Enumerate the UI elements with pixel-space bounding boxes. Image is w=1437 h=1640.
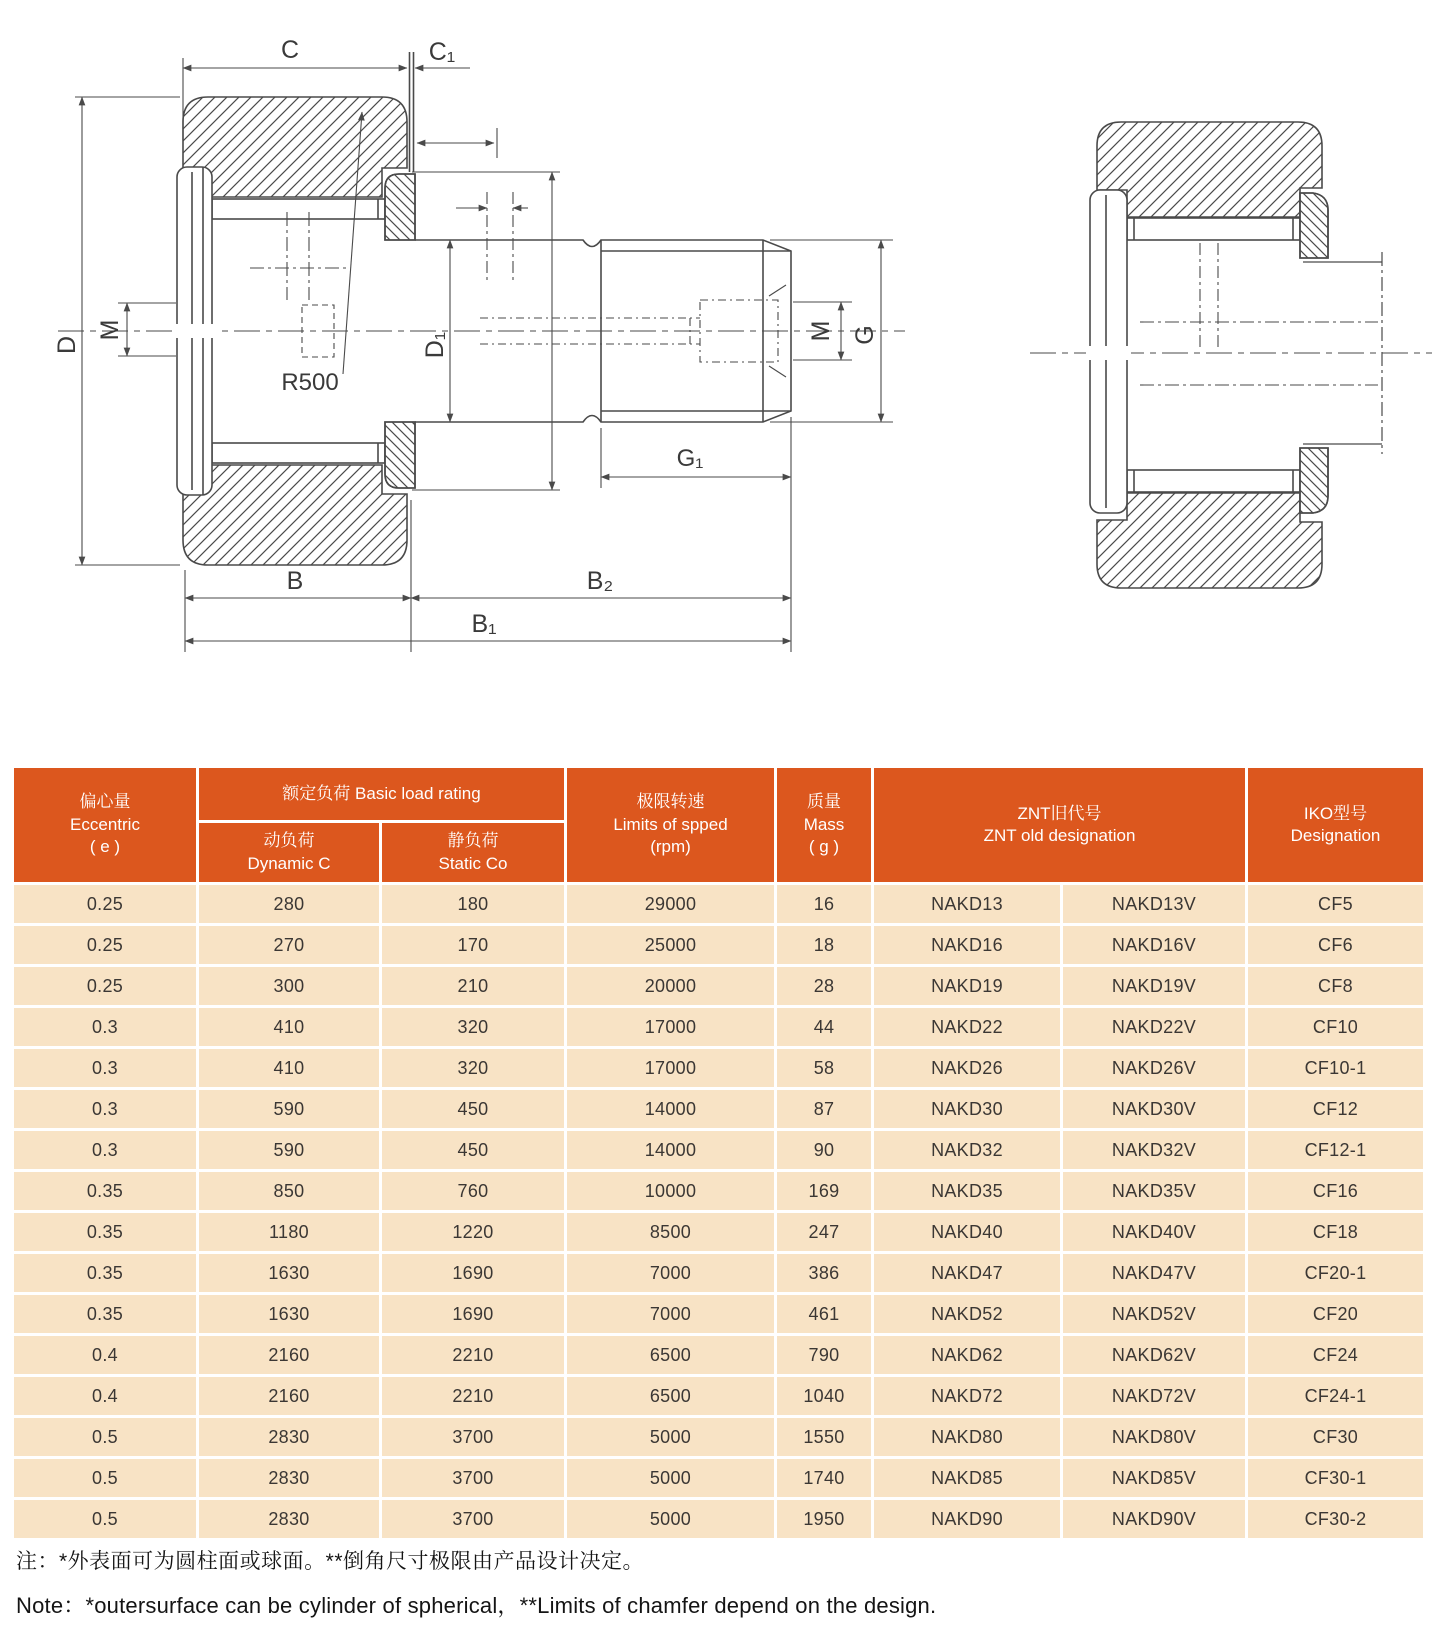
- table-cell: NAKD30V: [1063, 1090, 1245, 1128]
- table-cell: 210: [382, 967, 564, 1005]
- dim-label-c1: C₁: [428, 38, 456, 66]
- table-cell: 386: [777, 1254, 871, 1292]
- needle-rollers-top: [1127, 218, 1300, 240]
- technical-drawing: [0, 0, 1437, 700]
- table-cell: NAKD72: [874, 1377, 1060, 1415]
- header-text: ( e ): [89, 837, 121, 857]
- col-header-iko: [1248, 768, 1423, 882]
- table-cell: 1630: [199, 1295, 379, 1333]
- table-cell: NAKD32: [874, 1131, 1060, 1169]
- table-cell: 0.3: [14, 1008, 196, 1046]
- table-cell: 16: [777, 885, 871, 923]
- table-cell: 2830: [199, 1500, 379, 1538]
- table-cell: 3700: [382, 1500, 564, 1538]
- table-cell: 169: [777, 1172, 871, 1210]
- dim-label-b: B: [286, 567, 304, 595]
- table-cell: 2210: [382, 1377, 564, 1415]
- col-header-eccentric: [14, 768, 196, 882]
- table-cell: 410: [199, 1008, 379, 1046]
- table-cell: NAKD26V: [1063, 1049, 1245, 1087]
- table-cell: NAKD22V: [1063, 1008, 1245, 1046]
- table-cell: 90: [777, 1131, 871, 1169]
- table-cell: 87: [777, 1090, 871, 1128]
- table-cell: CF6: [1248, 926, 1423, 964]
- table-cell: 6500: [567, 1336, 774, 1374]
- dim-label-m-right: M: [807, 320, 835, 342]
- dim-label-b1: B₁: [471, 610, 497, 638]
- table-cell: NAKD85V: [1063, 1459, 1245, 1497]
- table-cell: CF24: [1248, 1336, 1423, 1374]
- table-cell: 1630: [199, 1254, 379, 1292]
- dim-label-g: G: [851, 325, 879, 345]
- table-cell: 2830: [199, 1418, 379, 1456]
- table-cell: 58: [777, 1049, 871, 1087]
- dim-label-g1: G₁: [676, 445, 704, 472]
- table-cell: 0.25: [14, 885, 196, 923]
- table-cell: 18: [777, 926, 871, 964]
- table-cell: 170: [382, 926, 564, 964]
- table-cell: 461: [777, 1295, 871, 1333]
- header-text: ZNT old designation: [983, 826, 1136, 845]
- table-cell: NAKD85: [874, 1459, 1060, 1497]
- col-header-znt-old: [874, 768, 1245, 882]
- table-cell: 5000: [567, 1418, 774, 1456]
- right-view: [1030, 122, 1432, 588]
- header-text: (rpm): [650, 837, 691, 857]
- dim-label-b2: B₂: [586, 567, 614, 595]
- col-header-speed-limit: [567, 768, 774, 882]
- table-cell: 20000: [567, 967, 774, 1005]
- dim-label-r500: R500: [281, 369, 339, 396]
- table-cell: CF12-1: [1248, 1131, 1423, 1169]
- outer-ring-top: [1097, 122, 1322, 217]
- table-cell: 17000: [567, 1008, 774, 1046]
- table-cell: 850: [199, 1172, 379, 1210]
- table-cell: CF5: [1248, 885, 1423, 923]
- table-cell: NAKD19V: [1063, 967, 1245, 1005]
- note-chinese: 注：*外表面可为圆柱面或球面。**倒角尺寸极限由产品设计决定。: [16, 1550, 645, 1573]
- needle-rollers-bottom: [205, 443, 385, 463]
- table-cell: 2160: [199, 1336, 379, 1374]
- header-text: 动负荷: [263, 831, 315, 851]
- outer-ring-top: [183, 97, 407, 197]
- table-cell: 1740: [777, 1459, 871, 1497]
- table-cell: CF8: [1248, 967, 1423, 1005]
- col-header-static: [382, 823, 564, 882]
- table-cell: CF10-1: [1248, 1049, 1423, 1087]
- table-cell: 1180: [199, 1213, 379, 1251]
- header-text: Dynamic C: [247, 853, 331, 873]
- header-text: Eccentric: [70, 814, 140, 834]
- table-cell: 3700: [382, 1459, 564, 1497]
- table-cell: CF10: [1248, 1008, 1423, 1046]
- table-cell: NAKD19: [874, 967, 1060, 1005]
- table-cell: 300: [199, 967, 379, 1005]
- table-cell: NAKD90: [874, 1500, 1060, 1538]
- table-cell: 270: [199, 926, 379, 964]
- table-cell: NAKD90V: [1063, 1500, 1245, 1538]
- table-cell: 280: [199, 885, 379, 923]
- table-cell: NAKD40: [874, 1213, 1060, 1251]
- table-cell: 180: [382, 885, 564, 923]
- table-cell: NAKD32V: [1063, 1131, 1245, 1169]
- table-cell: NAKD72V: [1063, 1377, 1245, 1415]
- table-cell: NAKD16V: [1063, 926, 1245, 964]
- table-cell: NAKD52: [874, 1295, 1060, 1333]
- table-cell: 2160: [199, 1377, 379, 1415]
- table-cell: 590: [199, 1090, 379, 1128]
- grease-hole: [250, 212, 350, 357]
- header-text: 质量: [807, 792, 841, 812]
- table-cell: 1040: [777, 1377, 871, 1415]
- needle-rollers-top: [205, 199, 385, 219]
- table-cell: CF30-2: [1248, 1500, 1423, 1538]
- table-cell: 590: [199, 1131, 379, 1169]
- table-cell: NAKD35V: [1063, 1172, 1245, 1210]
- table-cell: NAKD26: [874, 1049, 1060, 1087]
- table-cell: 0.25: [14, 926, 196, 964]
- table-cell: CF30: [1248, 1418, 1423, 1456]
- header-text: 极限转速: [636, 792, 705, 812]
- header-text: 额定负荷 Basic load rating: [282, 783, 481, 803]
- table-cell: 790: [777, 1336, 871, 1374]
- table-cell: 44: [777, 1008, 871, 1046]
- header-text: Static Co: [438, 853, 508, 873]
- col-header-dynamic: [199, 823, 379, 882]
- table-cell: 320: [382, 1049, 564, 1087]
- header-text: 静负荷: [447, 831, 499, 851]
- table-cell: 0.35: [14, 1295, 196, 1333]
- table-cell: 7000: [567, 1295, 774, 1333]
- table-cell: 2830: [199, 1459, 379, 1497]
- col-header-basic-load-rating: [199, 768, 564, 820]
- table-cell: 28: [777, 967, 871, 1005]
- col-header-mass: [777, 768, 871, 882]
- table-cell: 17000: [567, 1049, 774, 1087]
- table-cell: 0.5: [14, 1418, 196, 1456]
- table-cell: CF16: [1248, 1172, 1423, 1210]
- table-cell: 450: [382, 1090, 564, 1128]
- note-english: Note：*outersurface can be cylinder of spherical，**Limits of chamfer depend on the design.: [16, 1593, 937, 1618]
- table-cell: 7000: [567, 1254, 774, 1292]
- table-cell: NAKD40V: [1063, 1213, 1245, 1251]
- table-cell: 10000: [567, 1172, 774, 1210]
- table-cell: CF20-1: [1248, 1254, 1423, 1292]
- table-cell: 1690: [382, 1254, 564, 1292]
- table-cell: NAKD62: [874, 1336, 1060, 1374]
- header-text: Limits of spped: [613, 814, 728, 834]
- shaft-phantom: [1140, 243, 1382, 454]
- header-text: IKO型号: [1303, 803, 1368, 823]
- spec-table-header: [14, 768, 1423, 882]
- dim-label-d1: D₁: [421, 331, 449, 359]
- header-text: ( g ): [808, 837, 840, 857]
- table-cell: 5000: [567, 1459, 774, 1497]
- table-cell: 410: [199, 1049, 379, 1087]
- dim-label-d: D: [53, 335, 81, 355]
- table-cell: 760: [382, 1172, 564, 1210]
- left-view: [53, 36, 905, 652]
- table-cell: 1550: [777, 1418, 871, 1456]
- table-cell: 1950: [777, 1500, 871, 1538]
- table-cell: 450: [382, 1131, 564, 1169]
- table-cell: 0.35: [14, 1254, 196, 1292]
- spec-table: [14, 768, 1423, 1538]
- table-cell: NAKD47: [874, 1254, 1060, 1292]
- dim-label-m-left: M: [96, 319, 124, 341]
- table-cell: 14000: [567, 1090, 774, 1128]
- table-cell: CF18: [1248, 1213, 1423, 1251]
- table-cell: NAKD30: [874, 1090, 1060, 1128]
- header-text: 偏心量: [79, 792, 131, 812]
- table-cell: 29000: [567, 885, 774, 923]
- header-text: Designation: [1290, 826, 1381, 845]
- table-cell: 1690: [382, 1295, 564, 1333]
- table-cell: NAKD80V: [1063, 1418, 1245, 1456]
- table-cell: 320: [382, 1008, 564, 1046]
- table-cell: 0.3: [14, 1131, 196, 1169]
- table-cell: NAKD80: [874, 1418, 1060, 1456]
- table-cell: 1220: [382, 1213, 564, 1251]
- table-cell: 247: [777, 1213, 871, 1251]
- table-cell: 2210: [382, 1336, 564, 1374]
- table-cell: NAKD35: [874, 1172, 1060, 1210]
- table-cell: 0.4: [14, 1336, 196, 1374]
- dim-label-c: C: [280, 36, 300, 64]
- table-cell: NAKD13: [874, 885, 1060, 923]
- table-cell: 3700: [382, 1418, 564, 1456]
- table-cell: 0.35: [14, 1172, 196, 1210]
- table-cell: 0.4: [14, 1377, 196, 1415]
- outer-ring-bottom: [183, 465, 407, 565]
- table-cell: NAKD62V: [1063, 1336, 1245, 1374]
- table-cell: 0.5: [14, 1459, 196, 1497]
- table-cell: 6500: [567, 1377, 774, 1415]
- table-cell: NAKD16: [874, 926, 1060, 964]
- table-cell: 0.3: [14, 1049, 196, 1087]
- table-cell: 0.35: [14, 1213, 196, 1251]
- table-cell: NAKD47V: [1063, 1254, 1245, 1292]
- spec-table-body: [14, 885, 1423, 1538]
- needle-rollers-bottom: [1127, 470, 1300, 492]
- notes-section: [16, 1545, 936, 1620]
- table-cell: 5000: [567, 1500, 774, 1538]
- table-cell: 0.3: [14, 1090, 196, 1128]
- header-text: ZNT旧代号: [1017, 803, 1102, 823]
- table-cell: 8500: [567, 1213, 774, 1251]
- table-cell: CF30-1: [1248, 1459, 1423, 1497]
- table-cell: CF24-1: [1248, 1377, 1423, 1415]
- table-cell: CF20: [1248, 1295, 1423, 1333]
- table-cell: 14000: [567, 1131, 774, 1169]
- table-cell: NAKD22: [874, 1008, 1060, 1046]
- table-cell: 25000: [567, 926, 774, 964]
- table-cell: CF12: [1248, 1090, 1423, 1128]
- table-cell: NAKD52V: [1063, 1295, 1245, 1333]
- table-cell: NAKD13V: [1063, 885, 1245, 923]
- table-cell: 0.5: [14, 1500, 196, 1538]
- outer-ring-bottom: [1097, 493, 1322, 588]
- header-text: Mass: [803, 814, 845, 834]
- table-cell: 0.25: [14, 967, 196, 1005]
